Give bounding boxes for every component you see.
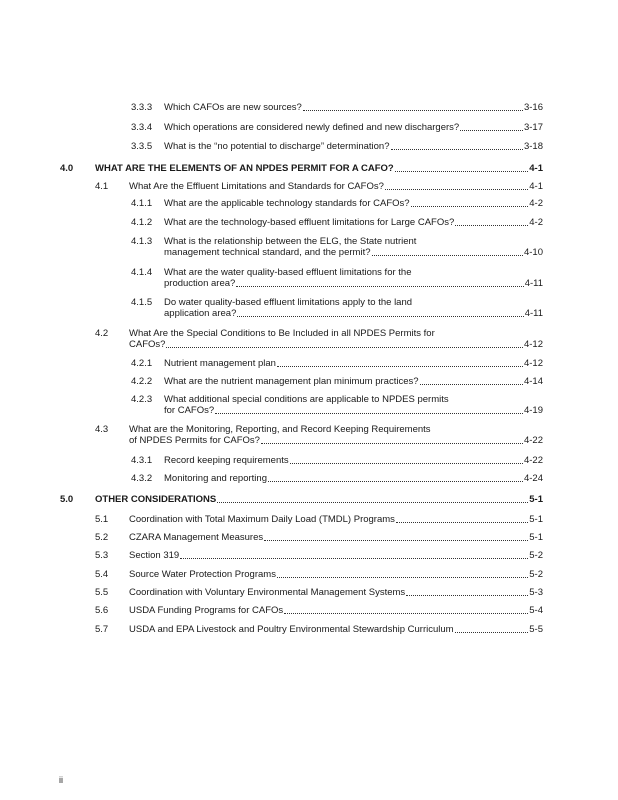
toc-entry-4-1-1[interactable] xyxy=(131,198,543,209)
toc-entry-title-line2: application area? xyxy=(164,308,237,319)
page-number: ii xyxy=(59,775,63,785)
toc-entry-title-line1: What additional special conditions are applicable to NPDES permits xyxy=(164,394,449,405)
toc-entry-number: 5.1 xyxy=(95,514,109,525)
leader-dots xyxy=(284,613,528,614)
toc-entry-number: 4.1.1 xyxy=(131,198,153,209)
toc-entry-page: 3-18 xyxy=(523,141,543,152)
toc-entry-page: 4-1 xyxy=(529,163,543,174)
toc-entry-title: Coordination with Voluntary Environmental Management Systems xyxy=(129,587,406,598)
toc-entry-title-line2: management technical standard, and the permit? xyxy=(164,247,371,258)
toc-entry-4-2-3[interactable] xyxy=(131,394,543,416)
toc-entry-4-2-1[interactable] xyxy=(131,358,543,369)
toc-entry-number: 4.1.4 xyxy=(131,267,153,278)
toc-entry-page: 4-22 xyxy=(523,455,543,466)
toc-entry-title: Record keeping requirements xyxy=(164,455,289,466)
toc-entry-title: What are the technology-based effluent limitations for Large CAFOs? xyxy=(164,217,455,228)
toc-entry-4-2-2[interactable] xyxy=(131,376,543,387)
toc-entry-number: 5.0 xyxy=(60,494,74,505)
toc-entry-3-3-4[interactable] xyxy=(131,122,543,133)
toc-entry-number: 5.2 xyxy=(95,532,109,543)
toc-entry-4-2[interactable] xyxy=(95,328,543,350)
toc-entry-5-5[interactable] xyxy=(95,587,543,598)
toc-entry-title: Section 319 xyxy=(129,550,180,561)
toc-entry-5-1[interactable] xyxy=(95,514,543,525)
toc-entry-4-1[interactable] xyxy=(95,181,543,192)
toc-entry-5-6[interactable] xyxy=(95,605,543,616)
toc-entry-title-line2: for CAFOs? xyxy=(164,405,215,416)
toc-entry-page: 4-14 xyxy=(523,376,543,387)
toc-entry-number: 3.3.5 xyxy=(131,141,153,152)
toc-entry-page: 5-3 xyxy=(529,587,543,598)
toc-entry-number: 5.5 xyxy=(95,587,109,598)
toc-entry-page: 5-2 xyxy=(529,550,543,561)
toc-entry-number: 4.2.1 xyxy=(131,358,153,369)
toc-entry-title: Nutrient management plan xyxy=(164,358,276,369)
leader-dots xyxy=(261,443,523,444)
toc-entry-page: 4-12 xyxy=(523,339,543,350)
toc-entry-page: 4-2 xyxy=(529,198,543,209)
toc-entry-page: 5-1 xyxy=(529,532,543,543)
toc-entry-title-line2: of NPDES Permits for CAFOs? xyxy=(129,435,260,446)
toc-entry-title: OTHER CONSIDERATIONS xyxy=(95,494,217,505)
toc-entry-number: 4.0 xyxy=(60,163,74,174)
toc-entry-page: 4-22 xyxy=(523,435,543,446)
leader-dots xyxy=(268,481,523,482)
leader-dots xyxy=(236,286,523,287)
leader-dots xyxy=(237,316,523,317)
leader-dots xyxy=(166,347,523,348)
toc-entry-title: What are the nutrient management plan minimum practices? xyxy=(164,376,419,387)
toc-entry-title: Monitoring and reporting xyxy=(164,473,267,484)
leader-dots xyxy=(303,110,523,111)
toc-entry-title: What are the applicable technology standards for CAFOs? xyxy=(164,198,410,209)
toc-entry-page: 5-5 xyxy=(529,624,543,635)
toc-entry-3-3-3[interactable] xyxy=(131,102,543,113)
toc-entry-4-3-1[interactable] xyxy=(131,455,543,466)
toc-entry-4-1-4[interactable] xyxy=(131,267,543,289)
toc-entry-title-line1: Do water quality-based effluent limitations apply to the land xyxy=(164,297,413,308)
leader-dots xyxy=(406,595,528,596)
toc-entry-title: Which CAFOs are new sources? xyxy=(164,102,302,113)
leader-dots xyxy=(217,502,528,503)
toc-entry-title-line1: What are the water quality-based effluent limitations for the xyxy=(164,267,412,278)
toc-entry-page: 4-11 xyxy=(524,278,543,289)
toc-entry-page: 3-17 xyxy=(523,122,543,133)
toc-entry-title: Coordination with Total Maximum Daily Load (TMDL) Programs xyxy=(129,514,395,525)
toc-entry-number: 5.7 xyxy=(95,624,109,635)
toc-entry-5-4[interactable] xyxy=(95,569,543,580)
toc-entry-title-line2: production area? xyxy=(164,278,236,289)
leader-dots xyxy=(455,225,528,226)
leader-dots xyxy=(180,558,528,559)
toc-entry-title-line1: What is the relationship between the ELG, the State nutrient xyxy=(164,236,417,247)
toc-entry-number: 4.2.3 xyxy=(131,394,153,405)
toc-entry-page: 4-11 xyxy=(524,308,543,319)
toc-entry-title: What Are the Effluent Limitations and Standards for CAFOs? xyxy=(129,181,384,192)
toc-entry-number: 4.3 xyxy=(95,424,109,435)
leader-dots xyxy=(290,463,523,464)
toc-entry-5-3[interactable] xyxy=(95,550,543,561)
toc-entry-3-3-5[interactable] xyxy=(131,141,543,152)
toc-entry-page: 4-12 xyxy=(523,358,543,369)
toc-entry-number: 3.3.3 xyxy=(131,102,153,113)
toc-entry-number: 5.3 xyxy=(95,550,109,561)
toc-entry-page: 4-19 xyxy=(523,405,543,416)
toc-entry-number: 4.1.5 xyxy=(131,297,153,308)
toc-entry-page: 5-4 xyxy=(529,605,543,616)
toc-entry-number: 4.1.2 xyxy=(131,217,153,228)
toc-entry-number: 4.3.2 xyxy=(131,473,153,484)
toc-entry-number: 4.3.1 xyxy=(131,455,153,466)
leader-dots xyxy=(411,206,529,207)
leader-dots xyxy=(372,255,523,256)
toc-entry-title-line1: What Are the Special Conditions to Be Included in all NPDES Permits for xyxy=(129,328,435,339)
leader-dots xyxy=(277,577,528,578)
toc-entry-5-0[interactable] xyxy=(60,494,543,505)
toc-entry-number: 3.3.4 xyxy=(131,122,153,133)
toc-entry-number: 4.1 xyxy=(95,181,109,192)
toc-entry-number: 5.4 xyxy=(95,569,109,580)
leader-dots xyxy=(391,149,523,150)
toc-entry-4-3[interactable] xyxy=(95,424,543,446)
toc-entry-number: 4.1.3 xyxy=(131,236,153,247)
toc-entry-title: USDA Funding Programs for CAFOs xyxy=(129,605,284,616)
leader-dots xyxy=(264,540,528,541)
toc-entry-page: 5-2 xyxy=(529,569,543,580)
leader-dots xyxy=(396,522,528,523)
toc-entry-number: 5.6 xyxy=(95,605,109,616)
toc-entry-title: Which operations are considered newly defined and new dischargers? xyxy=(164,122,460,133)
toc-entry-title: What is the “no potential to discharge” determination? xyxy=(164,141,390,152)
toc-entry-title-line2: CAFOs? xyxy=(129,339,166,350)
toc-entry-page: 4-2 xyxy=(529,217,543,228)
toc-entry-5-2[interactable] xyxy=(95,532,543,543)
toc-entry-4-3-2[interactable] xyxy=(131,473,543,484)
toc-entry-4-0[interactable] xyxy=(60,163,543,174)
toc-entry-title: USDA and EPA Livestock and Poultry Environmental Stewardship Curriculum xyxy=(129,624,454,635)
toc-entry-4-1-2[interactable] xyxy=(131,217,543,228)
leader-dots xyxy=(395,171,529,172)
toc-entry-title: WHAT ARE THE ELEMENTS OF AN NPDES PERMIT FOR A CAFO? xyxy=(95,163,394,174)
toc-entry-number: 4.2.2 xyxy=(131,376,153,387)
leader-dots xyxy=(385,189,528,190)
toc-entry-5-7[interactable] xyxy=(95,624,543,635)
toc-entry-page: 4-10 xyxy=(523,247,543,258)
leader-dots xyxy=(215,413,523,414)
leader-dots xyxy=(277,366,523,367)
toc-entry-page: 4-1 xyxy=(529,181,543,192)
toc-entry-page: 5-1 xyxy=(529,494,543,505)
toc-entry-title: CZARA Management Measures xyxy=(129,532,264,543)
toc-entry-4-1-5[interactable] xyxy=(131,297,543,319)
toc-entry-page: 4-24 xyxy=(523,473,543,484)
toc-entry-title-line1: What are the Monitoring, Reporting, and Record Keeping Requirements xyxy=(129,424,431,435)
toc-entry-number: 4.2 xyxy=(95,328,109,339)
leader-dots xyxy=(460,130,523,131)
leader-dots xyxy=(420,384,523,385)
toc-entry-page: 3-16 xyxy=(523,102,543,113)
toc-entry-title: Source Water Protection Programs xyxy=(129,569,276,580)
leader-dots xyxy=(455,632,529,633)
toc-entry-page: 5-1 xyxy=(529,514,543,525)
toc-entry-4-1-3[interactable] xyxy=(131,236,543,258)
